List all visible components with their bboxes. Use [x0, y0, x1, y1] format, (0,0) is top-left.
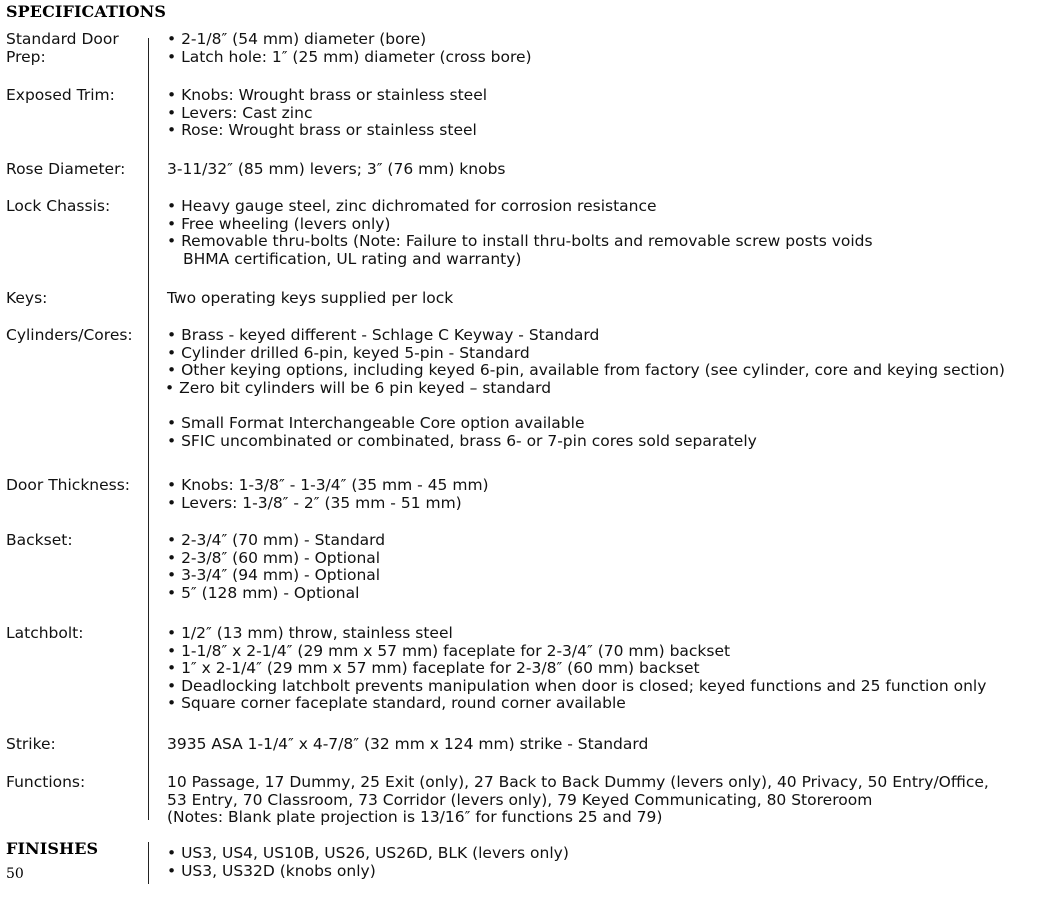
spec-line: • 2-1/8″ (54 mm) diameter (bore): [167, 30, 427, 48]
spec-label: Exposed Trim:: [6, 86, 115, 104]
spec-line: • Latch hole: 1″ (25 mm) diameter (cross bore): [167, 47, 532, 66]
spec-label: Latchbolt:: [6, 624, 84, 642]
spec-label: Functions:: [6, 773, 86, 791]
finishes-list: [167, 845, 1047, 880]
spec-line: • SFIC uncombinated or combinated, brass 6- or 7-pin cores sold separately: [167, 431, 757, 450]
spec-label: Standard Door Prep:: [6, 30, 119, 66]
spec-line: • Deadlocking latchbolt prevents manipulation when door is closed; keyed functions and 25 function only: [167, 676, 987, 695]
spec-line: • 3-3/4″ (94 mm) - Optional: [167, 566, 381, 584]
column-divider: [148, 842, 149, 884]
spec-line: 3-11/32″ (85 mm) levers; 3″ (76 mm) knobs: [167, 160, 506, 178]
spec-line: • Small Format Interchangeable Core option available: [167, 414, 585, 432]
spec-line: • 2-3/4″ (70 mm) - Standard: [167, 531, 386, 549]
column-divider: [148, 38, 149, 820]
spec-line: • 5″ (128 mm) - Optional: [167, 583, 360, 602]
spec-line: • Cylinder drilled 6-pin, keyed 5-pin - Standard: [167, 343, 530, 362]
spec-line: • Levers: Cast zinc: [167, 103, 313, 122]
spec-line: • 1/2″ (13 mm) throw, stainless steel: [167, 624, 453, 642]
spec-line: • Knobs: 1-3/8″ - 1-3/4″ (35 mm - 45 mm): [167, 476, 489, 494]
spec-value: [167, 198, 1047, 268]
spec-value: [167, 625, 1047, 713]
finishes-heading: FINISHES: [6, 839, 99, 858]
spec-label: Keys:: [6, 289, 48, 307]
spec-line: 10 Passage, 17 Dummy, 25 Exit (only), 27 Back to Back Dummy (levers only), 40 Privacy, 50 Entry/Office,: [167, 773, 989, 791]
spec-line: • 2-3/8″ (60 mm) - Optional: [167, 548, 381, 567]
spec-line: • Removable thru-bolts (Note: Failure to install thru-bolts and removable screw posts voids: [167, 232, 873, 250]
spec-label: Cylinders/Cores:: [6, 326, 133, 344]
spec-value: [167, 477, 1047, 512]
spec-line: BHMA certification, UL rating and warranty): [183, 249, 522, 268]
spec-label: Rose Diameter:: [6, 160, 126, 178]
finish-line: • US3, US4, US10B, US26, US26D, BLK (levers only): [167, 844, 569, 862]
spec-line: • 1-1/8″ x 2-1/4″ (29 mm x 57 mm) faceplate for 2-3/4″ (70 mm) backset: [167, 641, 731, 660]
spec-line: • 1″ x 2-1/4″ (29 mm x 57 mm) faceplate for 2-3/8″ (60 mm) backset: [167, 659, 700, 677]
spec-label: Lock Chassis:: [6, 197, 111, 215]
spec-line: Two operating keys supplied per lock: [167, 289, 454, 307]
spec-value: [167, 736, 1047, 754]
spec-line: • Rose: Wrought brass or stainless steel: [167, 121, 477, 139]
spec-value: [167, 290, 1047, 308]
spec-line: • Levers: 1-3/8″ - 2″ (35 mm - 51 mm): [167, 493, 462, 512]
spec-value: [167, 327, 1047, 450]
spec-line: (Notes: Blank plate projection is 13/16″ for functions 25 and 79): [167, 808, 663, 826]
page-number: 50: [6, 866, 24, 882]
spec-value: [167, 532, 1047, 602]
spec-line: • Zero bit cylinders will be 6 pin keyed – standard: [165, 378, 552, 397]
spec-label: Strike:: [6, 735, 56, 753]
spec-line: • Free wheeling (levers only): [167, 214, 391, 233]
spec-line: • Heavy gauge steel, zinc dichromated for corrosion resistance: [167, 197, 657, 215]
spec-line: 3935 ASA 1-1/4″ x 4-7/8″ (32 mm x 124 mm) strike - Standard: [167, 735, 649, 753]
spec-line: • Other keying options, including keyed 6-pin, available from factory (see cylinder, core and keying section): [167, 361, 1005, 379]
spec-value: [167, 31, 1047, 66]
spec-line: • Square corner faceplate standard, round corner available: [167, 694, 626, 712]
finish-line: • US3, US32D (knobs only): [167, 861, 376, 880]
spec-value: [167, 87, 1047, 140]
spec-line: 53 Entry, 70 Classroom, 73 Corridor (levers only), 79 Keyed Communicating, 80 Storeroom: [167, 790, 873, 809]
specifications-heading: SPECIFICATIONS: [6, 2, 167, 21]
spec-line: • Brass - keyed different - Schlage C Keyway - Standard: [167, 326, 600, 344]
spec-line: • Knobs: Wrought brass or stainless steel: [167, 86, 488, 104]
spec-value: [167, 774, 1047, 827]
spec-label: Door Thickness:: [6, 476, 131, 494]
spec-value: [167, 161, 1047, 179]
spec-label: Backset:: [6, 531, 73, 549]
